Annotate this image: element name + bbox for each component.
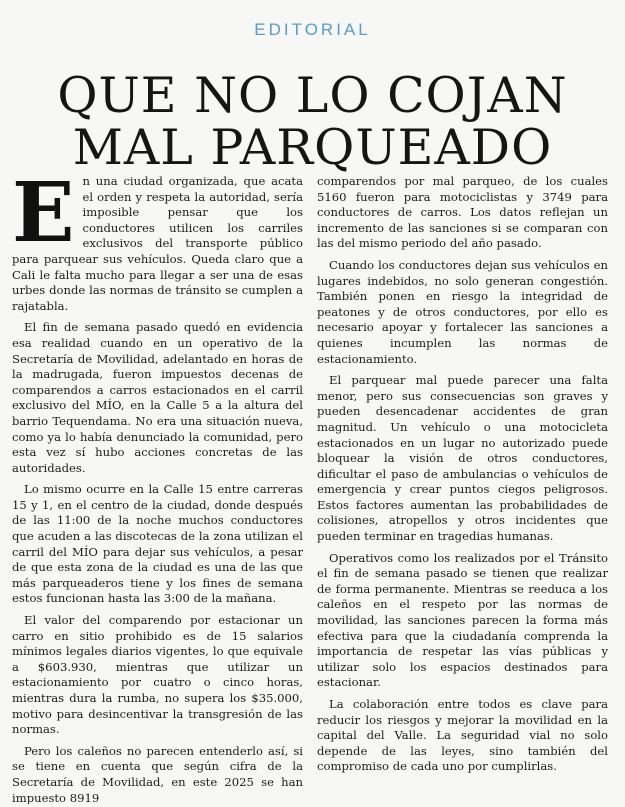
column-right (317, 174, 608, 804)
paragraph: comparendos por mal parqueo, de los cuales 5160 fueron para motociclistas y 3749 para conductores de carros. Los datos reflejan un incremento de las sanciones si se comparan con las del mismo periodo del año pasado. (317, 174, 608, 251)
paragraph: El fin de semana pasado quedó en evidencia esa realidad cuando en un operativo de la Secretaría de Movilidad, adelantado en horas de la madrugada, fueron impuestos decenas de comparendos a carros estacionados en el carril exclusivo del MÍO, en la Calle 5 a la altura del barrio Tequendama. No era una situación nueva, como ya lo había denunciado la comunidad, pero esta vez sí hubo acciones concretas de las autoridades. (12, 320, 303, 475)
paragraph: La colaboración entre todos es clave para reducir los riesgos y mejorar la movilidad en la capital del Valle. La seguridad vial no solo depende de las leyes, sino también del compromiso de cada uno por cumplirlas. (317, 697, 608, 774)
paragraph: Pero los caleños no parecen entenderlo así, si se tiene en cuenta que según cifra de la Secretaría de Movilidad, en este 2025 se han impuesto 8919 (12, 743, 303, 804)
headline (0, 67, 625, 176)
headline-line-1: QUE NO LO COJAN (57, 67, 568, 124)
article-body (12, 174, 608, 804)
paragraph (12, 174, 303, 314)
column-left (12, 174, 303, 804)
paragraph: Cuando los conductores dejan sus vehículos en lugares indebidos, no solo generan congestión. También ponen en riesgo la integridad de peatones y de otros conductores, por ello es necesario apoyar y fortalecer las sanciones a quienes incumplen las normas de estacionamiento. (317, 257, 608, 366)
paragraph: Operativos como los realizados por el Tránsito el fin de semana pasado se tienen que realizar de forma permanente. Mientras se reeduca a los caleños en el respeto por las normas de movilidad, las sanciones parecen la forma más efectiva para que la ciudadanía comprenda la importancia de respetar las vías públicas y utilizar solo los espacios destinados para estacionar. (317, 550, 608, 690)
headline-line-2: MAL PARQUEADO (72, 119, 553, 176)
paragraph: El parquear mal puede parecer una falta menor, pero sus consecuencias son graves y pueden desencadenar accidentes de gran magnitud. Un vehículo o una motocicleta estacionados en un lugar no autorizado puede bloquear la visión de otros conductores, dificultar el paso de ambulancias o vehículos de emergencia y crear puntos ciegos peligrosos. Estos factores aumentan las probabilidades de colisiones, atropellos y otros incidentes que pueden terminar en tragedias humanas. (317, 373, 608, 544)
paragraph: El valor del comparendo por estacionar un carro en sitio prohibido es de 15 salarios mínimos legales diarios vigentes, lo que equivale a $603.930, mientras que utilizar un estacionamiento por cuatro o cinco horas, mientras dura la rumba, no supera los $35.000, motivo para desincentivar la transgresión de las normas. (12, 613, 303, 737)
paragraph-text: n una ciudad organizada, que acata el orden y respeta la autoridad, sería imposible pensar que los conductores utilicen los carriles exclusivos del transporte público para parquear sus vehículos. Queda claro que a Cali le falta mucho para llegar a ser una de esas urbes donde las normas de tránsito se cumplen a rajatabla. (12, 174, 303, 313)
section-kicker: EDITORIAL (254, 20, 371, 39)
paragraph: Lo mismo ocurre en la Calle 15 entre carreras 15 y 1, en el centro de la ciudad, donde después de las 11:00 de la noche muchos conductores que acuden a las discotecas de la zona utilizan el carril del MÍO para dejar sus vehículos, a pesar de que esta zona de la ciudad es una de las que más parqueaderos tiene y los fines de semana estos funcionan hasta las 3:00 de la mañana. (12, 482, 303, 606)
drop-cap: E (12, 174, 75, 261)
